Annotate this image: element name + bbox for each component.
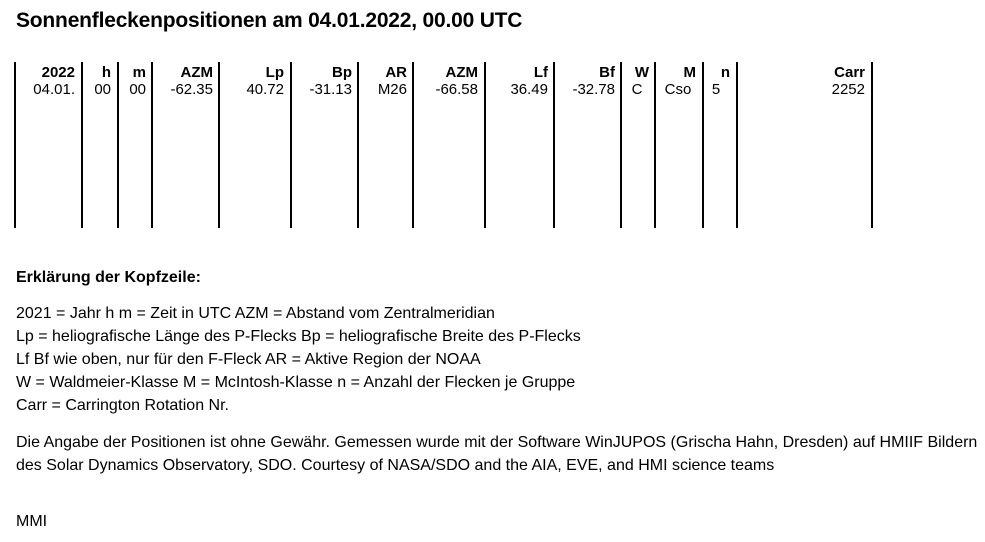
header-azm-f: AZM: [445, 64, 478, 81]
page-title: Sonnenfleckenpositionen am 04.01.2022, 00.00 UTC: [16, 9, 523, 32]
header-hour: h: [101, 64, 111, 81]
sunspot-table: [14, 62, 874, 228]
header-lp: Lp: [265, 64, 284, 81]
cell-hour: 00: [94, 81, 111, 98]
header-minute: m: [132, 64, 146, 81]
cell-azm: -62.35: [170, 81, 213, 98]
cell-lf: 36.49: [510, 81, 548, 98]
explanation-line: 2021 = Jahr h m = Zeit in UTC AZM = Abstand vom Zentralmeridian: [16, 305, 495, 322]
explanation-heading: Erklärung der Kopfzeile:: [16, 269, 201, 286]
explanation-line: Lp = heliografische Länge des P-Flecks Bp = heliografische Breite des P-Flecks: [16, 328, 581, 345]
disclaimer-note: Die Angabe der Positionen ist ohne Gewähr. Gemessen wurde mit der Software WinJUPOS (Grischa Hahn, Dresden) auf HMIIF Bildern des Solar Dynamics Observatory, SDO. Courtesy of NASA/SDO and the AIA, EVE, and HMI science teams: [16, 434, 978, 474]
cell-azm-f: -66.58: [435, 81, 478, 98]
header-ar: AR: [385, 64, 407, 81]
header-bf: Bf: [599, 64, 615, 81]
column-divider: [871, 62, 873, 228]
header-lf: Lf: [533, 64, 548, 81]
header-year: 2022: [41, 64, 75, 81]
cell-date: 04.01.: [33, 81, 75, 98]
header-count: n: [720, 64, 730, 81]
header-carrington: Carr: [834, 64, 865, 81]
cell-bp: -31.13: [309, 81, 352, 98]
cell-bf: -32.78: [572, 81, 615, 98]
cell-mcintosh: Cso: [664, 81, 692, 98]
cell-carrington: 2252: [831, 81, 865, 98]
signature: MMI: [16, 513, 48, 530]
cell-waldmeier: C: [631, 81, 643, 98]
header-azm: AZM: [180, 64, 213, 81]
cell-minute: 00: [129, 81, 146, 98]
explanation-line: Lf Bf wie oben, nur für den F-Fleck AR = Aktive Region der NOAA: [16, 351, 481, 368]
cell-count: 5: [711, 81, 721, 98]
header-waldmeier: W: [634, 64, 649, 81]
cell-ar: M26: [377, 81, 407, 98]
header-mcintosh: M: [683, 64, 696, 81]
cell-lp: 40.72: [246, 81, 284, 98]
explanation-line: W = Waldmeier-Klasse M = McIntosh-Klasse n = Anzahl der Flecken je Gruppe: [16, 374, 576, 391]
header-bp: Bp: [332, 64, 352, 81]
explanation-line: Carr = Carrington Rotation Nr.: [16, 397, 229, 414]
